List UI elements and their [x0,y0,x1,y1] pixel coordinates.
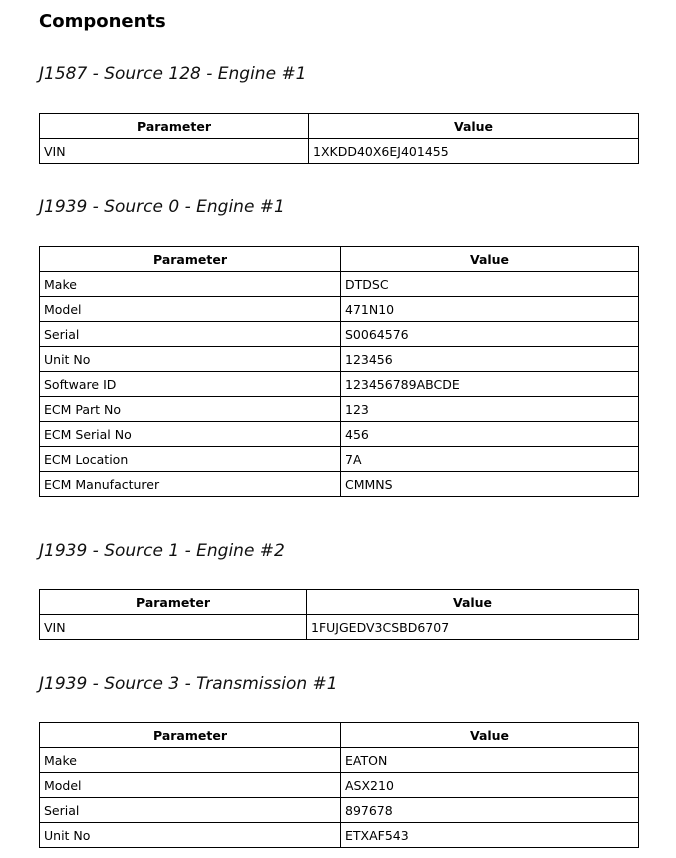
parameter-cell: Make [40,272,341,297]
parameter-cell: ECM Serial No [40,422,341,447]
value-cell: EATON [341,748,639,773]
value-cell: 1XKDD40X6EJ401455 [309,139,639,164]
value-cell: S0064576 [341,322,639,347]
section-title-j1939-source-1: J1939 - Source 1 - Engine #2 [39,541,285,561]
table-j1939-source-3 [39,722,639,848]
parameter-cell: VIN [40,139,309,164]
section-title-j1939-source-3: J1939 - Source 3 - Transmission #1 [39,674,338,694]
table-row [40,823,639,848]
column-header-parameter: Parameter [40,247,341,272]
table-row [40,798,639,823]
value-cell: 471N10 [341,297,639,322]
column-header-parameter: Parameter [40,590,307,615]
value-cell: 123 [341,397,639,422]
parameter-cell: Unit No [40,347,341,372]
page-title: Components [39,11,166,32]
value-cell: 123456 [341,347,639,372]
value-cell: ETXAF543 [341,823,639,848]
value-cell: CMMNS [341,472,639,497]
parameter-cell: ECM Part No [40,397,341,422]
parameter-cell: Serial [40,322,341,347]
value-cell: 1FUJGEDV3CSBD6707 [307,615,639,640]
parameter-cell: VIN [40,615,307,640]
column-header-parameter: Parameter [40,723,341,748]
table-row [40,773,639,798]
parameter-cell: Serial [40,798,341,823]
value-cell: 897678 [341,798,639,823]
column-header-value: Value [309,114,639,139]
parameter-cell: ECM Manufacturer [40,472,341,497]
value-cell: ASX210 [341,773,639,798]
section-title-j1939-source-0: J1939 - Source 0 - Engine #1 [39,197,285,217]
value-cell: 456 [341,422,639,447]
parameter-cell: Make [40,748,341,773]
value-cell: 7A [341,447,639,472]
column-header-value: Value [307,590,639,615]
parameter-cell: Software ID [40,372,341,397]
column-header-parameter: Parameter [40,114,309,139]
table-row [40,748,639,773]
parameter-cell: Model [40,773,341,798]
value-cell: 123456789ABCDE [341,372,639,397]
parameter-cell: Unit No [40,823,341,848]
value-cell: DTDSC [341,272,639,297]
table-header-row [40,723,639,748]
parameter-cell: ECM Location [40,447,341,472]
column-header-value: Value [341,723,639,748]
section-title-j1587-source-128: J1587 - Source 128 - Engine #1 [39,64,307,84]
parameter-cell: Model [40,297,341,322]
column-header-value: Value [341,247,639,272]
